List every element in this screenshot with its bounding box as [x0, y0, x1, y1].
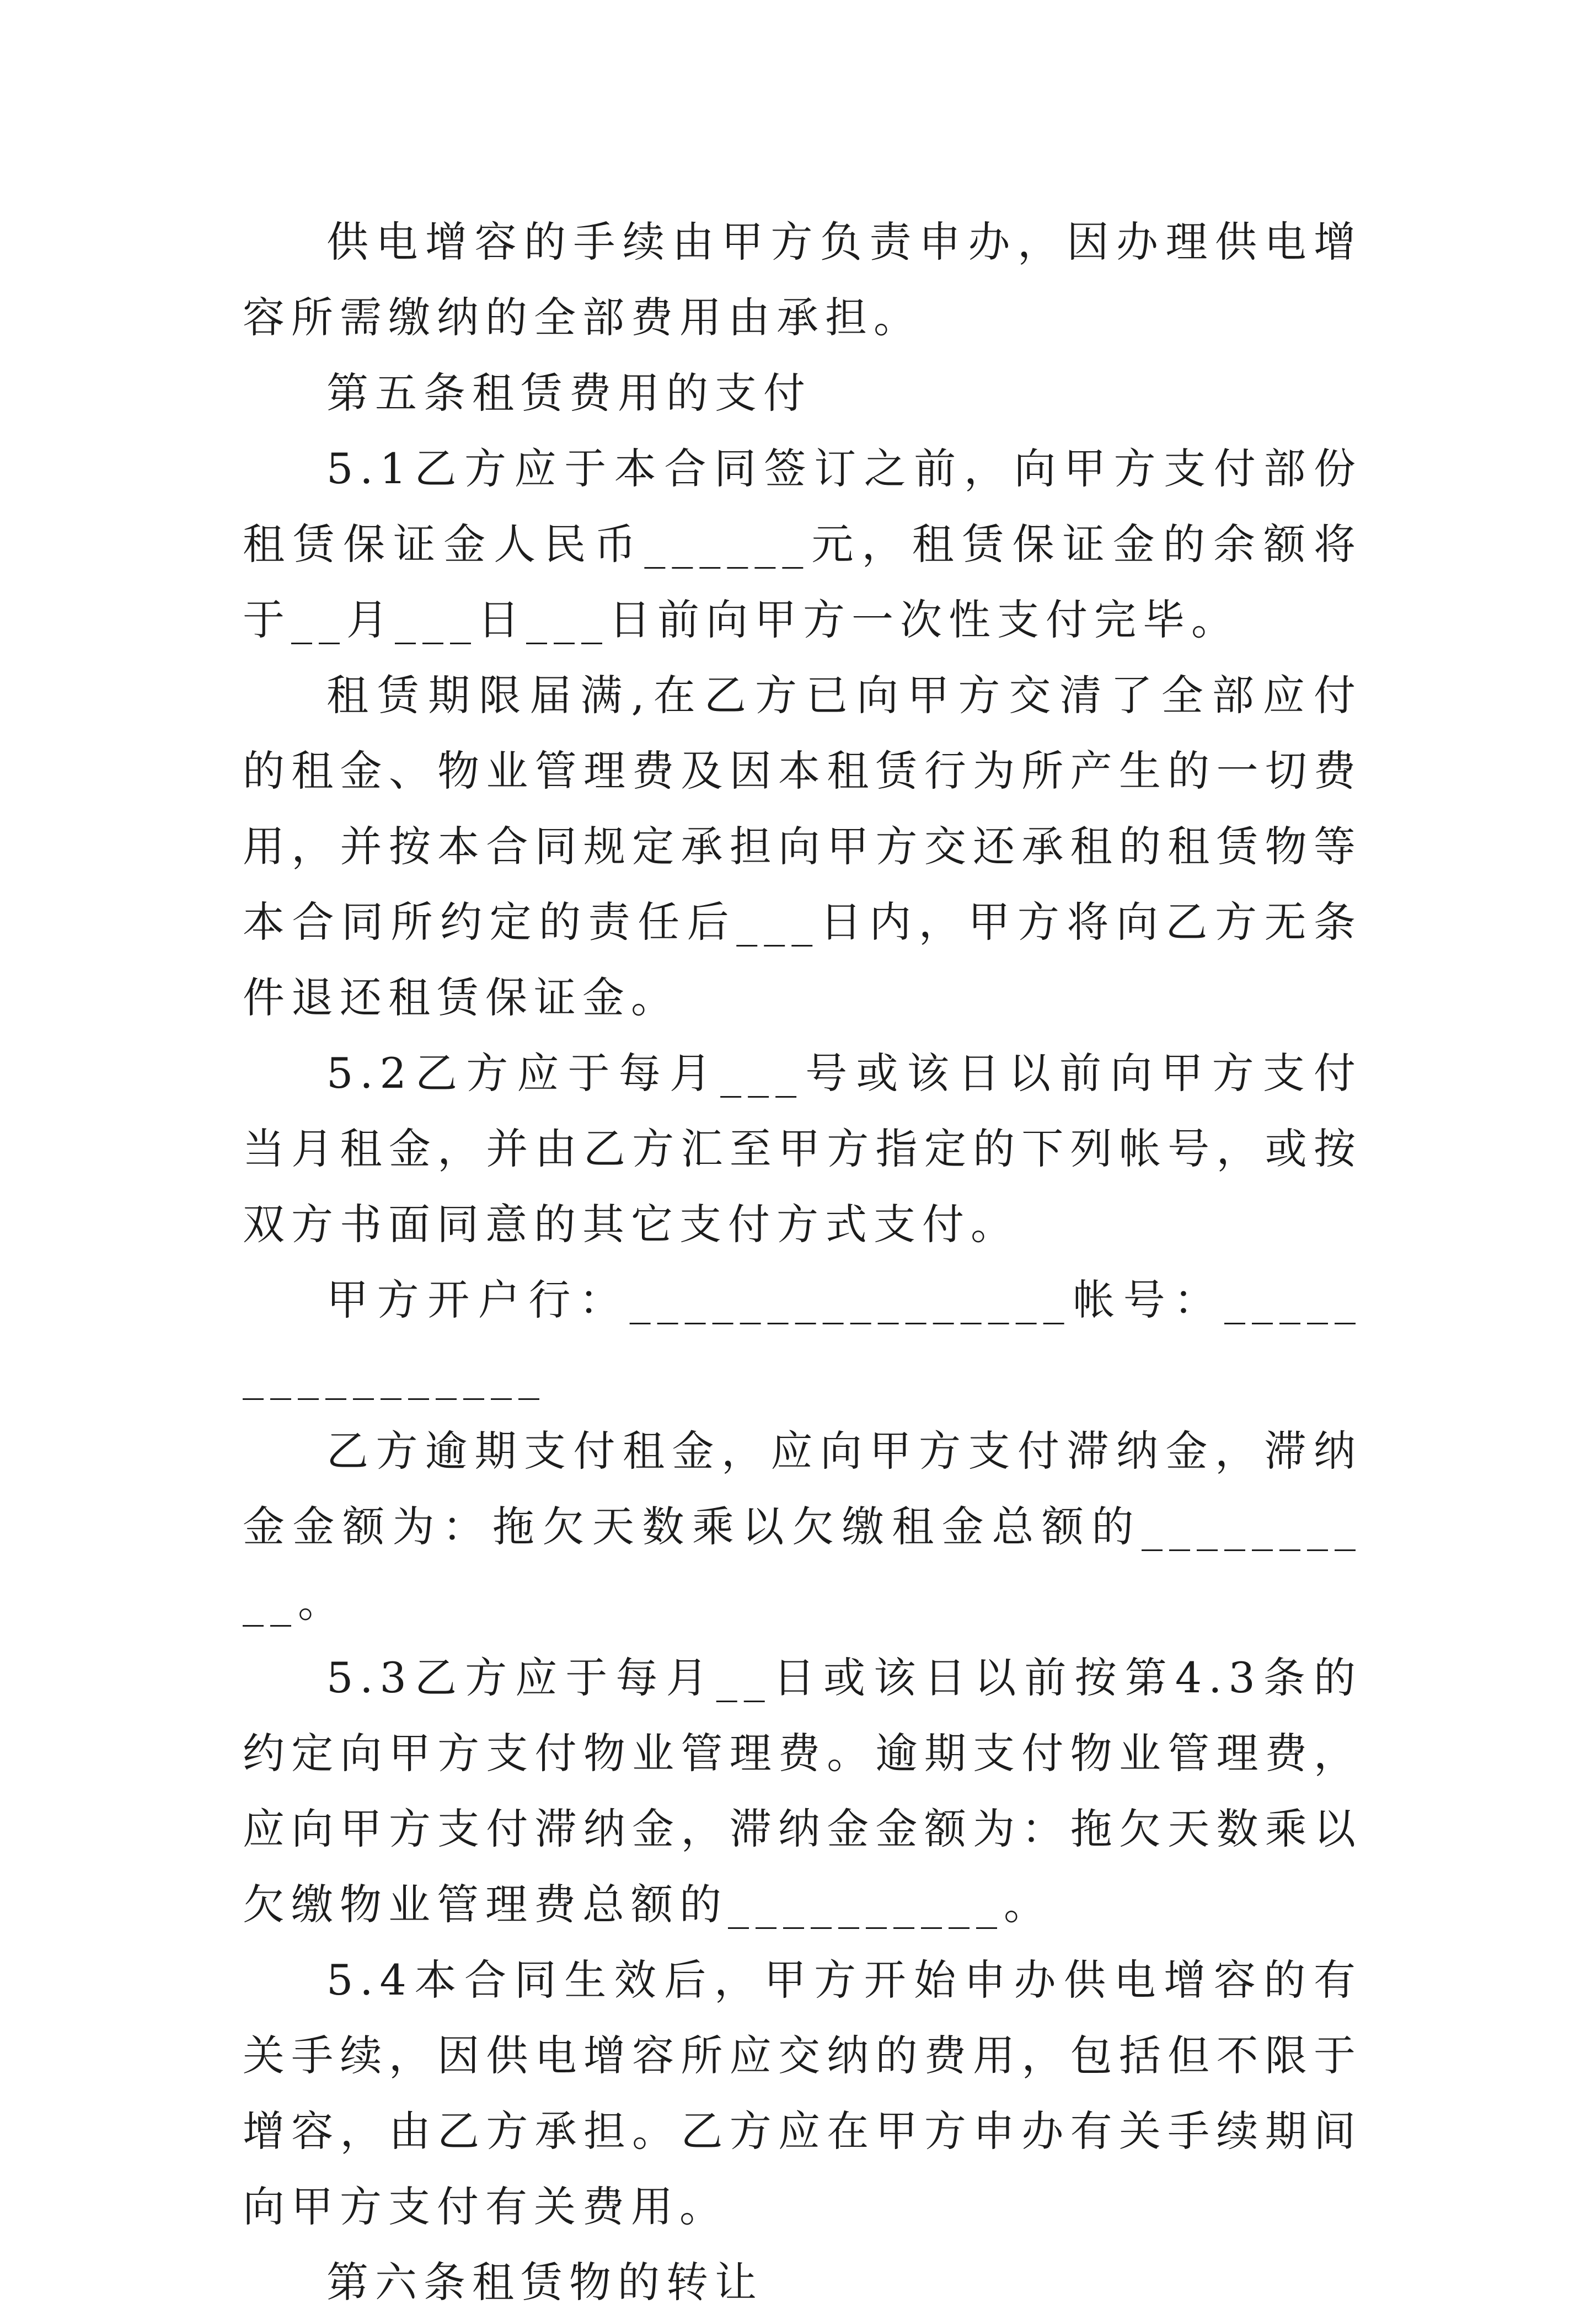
heading-article-5: 第五条租赁费用的支付	[326, 368, 812, 418]
paragraph-late-rent-fee: 乙方逾期支付租金，应向甲方支付滞纳金，滞纳金金额为：拖欠天数乘以欠缴租金总额的__________。	[243, 1426, 1362, 1627]
heading-article-6: 第六条租赁物的转让	[326, 2258, 763, 2307]
paragraph-deposit-refund: 租赁期限届满,在乙方已向甲方交清了全部应付的租金、物业管理费及因本租赁行为所产生的一切费用，并按本合同规定承担向甲方交还承租的租赁物等本合同所约定的责任后___日内，甲方将向乙方无条件退还租赁保证金。	[243, 671, 1362, 1022]
paragraph-5-2: 5.2乙方应于每月___号或该日以前向甲方支付当月租金，并由乙方汇至甲方指定的下列帐号，或按双方书面同意的其它支付方式支付。	[243, 1049, 1362, 1249]
paragraph-5-3: 5.3乙方应于每月__日或该日以前按第4.3条的约定向甲方支付物业管理费。逾期支付物业管理费，应向甲方支付滞纳金，滞纳金金额为：拖欠天数乘以欠缴物业管理费总额的__________。	[243, 1653, 1362, 1929]
paragraph-power-capacity-fees: 供电增容的手续由甲方负责申办，因办理供电增容所需缴纳的全部费用由承担。	[243, 217, 1362, 342]
document-body	[243, 204, 1362, 2320]
paragraph-5-4: 5.4本合同生效后，甲方开始申办供电增容的有关手续，因供电增容所应交纳的费用，包括但不限于增容，由乙方承担。乙方应在甲方申办有关手续期间向甲方支付有关费用。	[243, 1955, 1362, 2231]
paragraph-bank-account: 甲方开户行：________________帐号：________________	[243, 1275, 1362, 1400]
paragraph-5-1: 5.1乙方应于本合同签订之前，向甲方支付部份租赁保证金人民币______元，租赁保证金的余额将于__月___日___日前向甲方一次性支付完毕。	[243, 444, 1362, 644]
